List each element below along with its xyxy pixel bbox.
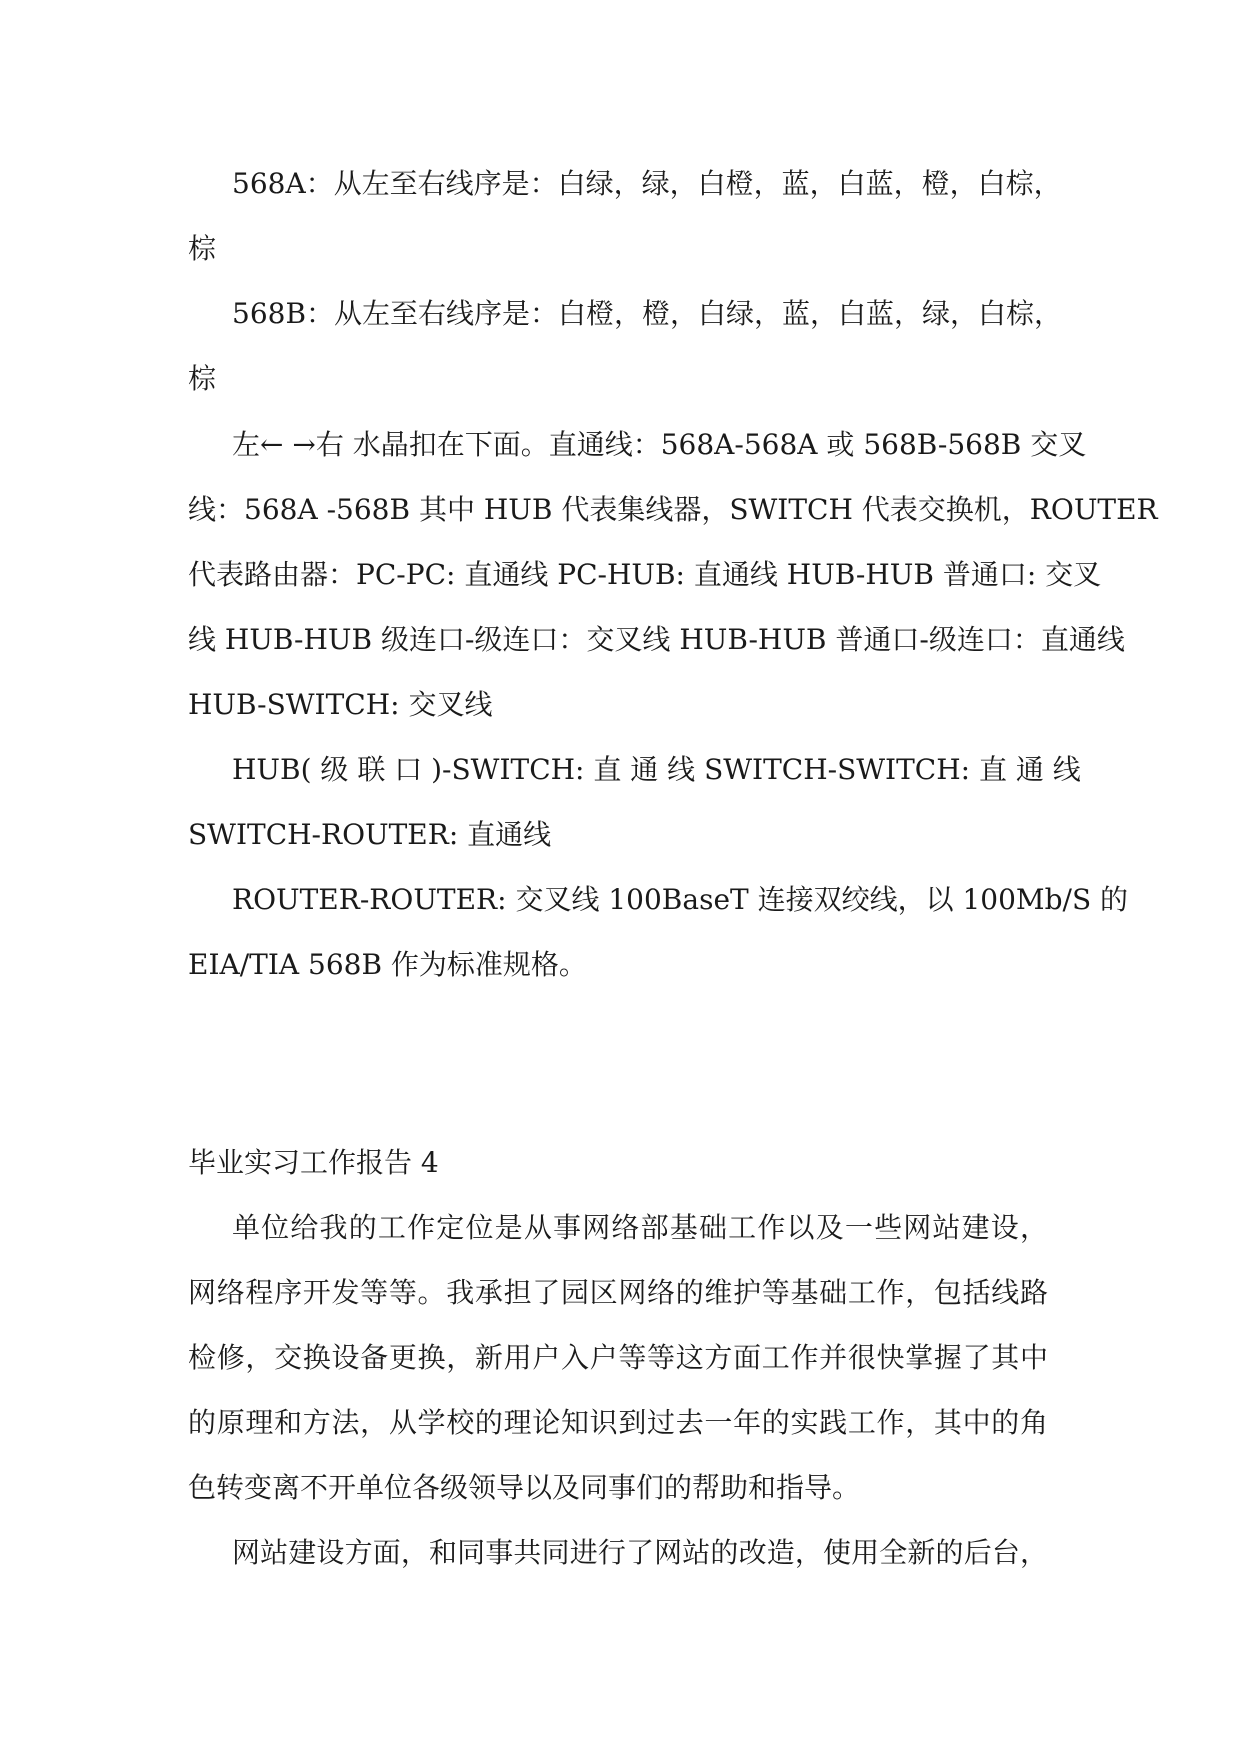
text-line: HUB( 级 联 口 )-SWITCH: 直 通 线 SWITCH-SWITCH: 直 通 线 <box>232 753 1081 786</box>
text-line: EIA/TIA 568B 作为标准规格。 <box>188 948 587 981</box>
text-line: 棕 <box>188 362 217 395</box>
text-line: SWITCH-ROUTER: 直通线 <box>188 818 552 851</box>
section-heading: 毕业实习工作报告 4 <box>188 1146 439 1179</box>
text-line: ROUTER-ROUTER: 交叉线 100BaseT 连接双绞线，以 100Mb/S 的 <box>232 883 1129 916</box>
text-line: 的原理和方法，从学校的理论知识到过去一年的实践工作，其中的角 <box>188 1406 1048 1439</box>
text-line: 棕 <box>188 232 217 265</box>
text-line: 568B：从左至右线序是：白橙，橙，白绿，蓝，白蓝，绿，白棕， <box>232 297 1063 330</box>
text-line: 网络程序开发等等。我承担了园区网络的维护等基础工作，包括线路 <box>188 1276 1048 1309</box>
text-line: 线 HUB-HUB 级连口-级连口：交叉线 HUB-HUB 普通口-级连口：直通线 <box>188 623 1125 656</box>
text-line: HUB-SWITCH: 交叉线 <box>188 688 493 721</box>
text-line: 检修，交换设备更换，新用户入户等等这方面工作并很快掌握了其中 <box>188 1341 1048 1374</box>
text-line: 网站建设方面，和同事共同进行了网站的改造，使用全新的后台， <box>232 1536 1048 1569</box>
text-line: 代表路由器：PC-PC: 直通线 PC-HUB: 直通线 HUB-HUB 普通口: 交叉 <box>188 558 1102 591</box>
text-line: 色转变离不开单位各级领导以及同事们的帮助和指导。 <box>188 1471 861 1504</box>
text-line: 线：568A -568B 其中 HUB 代表集线器，SWITCH 代表交换机，ROUTER <box>188 493 1158 526</box>
text-line: 左← →右 水晶扣在下面。直通线：568A-568A 或 568B-568B 交叉 <box>232 428 1087 461</box>
text-line: 单位给我的工作定位是从事网络部基础工作以及一些网站建设， <box>232 1211 1048 1244</box>
text-line: 568A：从左至右线序是：白绿，绿，白橙，蓝，白蓝，橙，白棕， <box>232 167 1062 200</box>
